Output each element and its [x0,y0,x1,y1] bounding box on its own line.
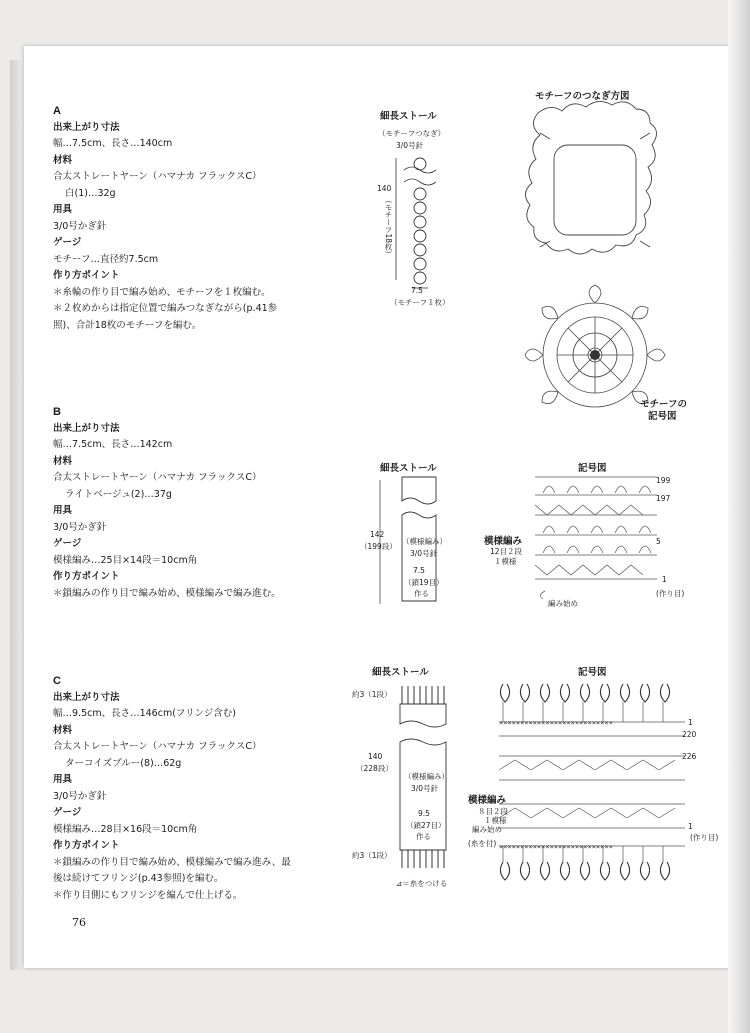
diagram-b-length: 142 [370,530,385,539]
diagram-c-width-note: （鎖27目） [406,821,446,830]
tool: 3/0号かぎ針 [53,220,107,232]
diagram-a-note: （モチーフつなぎ） [378,129,446,138]
gauge: 模様編み…25目×14段＝10cm角 [53,554,198,566]
diagram-a-title: 細長ストール [380,111,437,122]
chart-c-row-220: 220 [682,730,697,739]
point: ＊作り目側にもフリンジを編んで仕上げる。 [53,889,243,901]
chart-c-row-1: 1 [688,822,693,831]
diagram-c-width: 9.5 [418,809,430,818]
gauge-heading: ゲージ [53,807,82,818]
material-heading: 材料 [53,724,73,736]
symbol-chart-b [535,475,660,600]
chart-b-row-top2: 197 [656,494,671,503]
chart-b-repeat-unit: １模様 [494,557,517,566]
diagram-b-title: 細長ストール [380,463,437,474]
diagram-b-width-note: （鎖19目） [404,578,444,587]
diagram-b-inner2: 3/0号針 [410,549,438,558]
chart-b-foundation: (作り目) [656,589,685,598]
chart-c-row-1-top: 1 [688,718,693,727]
chart-c-repeat: ８目２段 [478,807,508,816]
diagram-c-inner1: （模様編み） [404,772,449,781]
section-letter: C [53,675,61,687]
chart-b-row-top1: 199 [656,476,671,485]
size-value: 幅…7.5cm、長さ…142cm [53,439,173,450]
tool: 3/0号かぎ針 [53,521,107,533]
yarn-color: ライトベージュ(2)…37g [65,488,172,500]
point: ＊鎖編みの作り目で編み始め、模様編みで編み進み、最後は続けてフリンジ(p.43参照)を編む。 [53,856,291,884]
chart-b-row-1: 1 [662,575,667,584]
svg-text:×××××××××××××××××××××××××××: ××××××××××××××××××××××××××× [499,719,613,727]
legend-text: ＝糸をつける [402,879,448,888]
diagram-b-start: 作る [414,589,429,598]
chart-b-row-5: 5 [656,537,661,546]
page-number: 76 [72,916,86,929]
chart-c-pattern-label: 模様編み [468,795,507,806]
points-heading: 作り方ポイント [53,840,120,851]
yarn: 合太ストレートヤーン（ハマナカ フラックスC） [53,171,262,182]
section-letter: B [53,406,61,418]
chart-c-row-226: 226 [682,752,697,761]
diagram-c-rows: （228段） [356,764,393,773]
diagram-c-inner2: 3/0号針 [411,784,439,793]
point: ＊糸輪の作り目で編み始め、モチーフを１枚編む。 [53,286,271,298]
attach-yarn-icon: ⊿ [396,879,403,888]
chart-c-begin: 編み始め [472,825,502,834]
size-heading: 出来上がり寸法 [53,121,120,133]
chart-b-pattern-label: 模様編み [484,536,523,547]
diagram-c-fringe-bottom: 約3（1段） [352,851,392,860]
diagram-a-width-note: （モチーフ１枚） [390,298,450,307]
section-c [53,673,293,904]
diagram-a-needle: 3/0号針 [396,141,424,150]
diagram-a-length: 140 [377,184,392,193]
yarn-color: ターコイズブルー(8)…62g [65,757,182,769]
diagram-b-width: 7.5 [413,566,425,575]
tool-heading: 用具 [53,204,73,215]
diagram-c-length: 140 [368,752,383,761]
diagram-b-rows: （199段） [360,542,397,551]
chart-c-tail: (糸を付) [468,839,497,848]
point: ＊鎖編みの作り目で編み始め、模様編みで編み進む。 [53,587,281,599]
chart-c-foundation: (作り目) [690,833,719,842]
yarn-color: 白(1)…32g [65,187,116,199]
motif-chart-title-2: 記号図 [648,411,677,422]
gauge: 模様編み…28目×16段＝10cm角 [53,823,198,835]
chart-b-title: 記号図 [578,463,607,474]
page-curl-edge [728,0,750,1033]
chart-b-repeat: 12目２段 [490,547,523,556]
yarn: 合太ストレートヤーン（ハマナカ フラックスC） [53,472,262,483]
section-letter: A [53,105,61,117]
join-diagram-title: モチーフのつなぎ方図 [535,91,630,102]
section-a [53,103,293,334]
diagram-b-inner1: （模様編み） [402,537,447,546]
points-heading: 作り方ポイント [53,270,120,281]
diagram-c-legend [396,878,447,889]
gauge: モチーフ…直径約7.5cm [53,253,159,265]
chart-c-repeat-unit: １模様 [484,816,507,825]
gauge-heading: ゲージ [53,237,82,248]
yarn: 合太ストレートヤーン（ハマナカ フラックスC） [53,741,262,752]
tool: 3/0号かぎ針 [53,790,107,802]
chart-c-title: 記号図 [578,667,607,678]
points-heading: 作り方ポイント [53,571,120,582]
diagram-a-count: （モチーフ18枚） [384,196,393,259]
motif-chart-title-1: モチーフの [640,399,688,410]
size-heading: 出来上がり寸法 [53,422,120,434]
motif-symbol-chart [520,285,670,405]
size-value: 幅…9.5cm、長さ…146cm(フリンジ含む) [53,708,236,719]
diagram-a-width: 7.5 [411,286,423,295]
section-b [53,404,293,602]
chart-b-begin: 編み始め [548,599,578,608]
size-heading: 出来上がり寸法 [53,691,120,703]
point: ＊２枚めからは指定位置で編みつなぎながら(p.41参照)、合計18枚のモチーフを編む。 [53,303,278,331]
material-heading: 材料 [53,154,73,166]
motif-join-diagram [520,105,670,275]
symbol-chart-c [495,680,695,885]
gauge-heading: ゲージ [53,538,82,549]
tool-heading: 用具 [53,505,73,516]
material-heading: 材料 [53,455,73,467]
size-value: 幅…7.5cm、長さ…140cm [53,138,173,149]
svg-text:×××××××××××××××××××××××××××: ××××××××××××××××××××××××××× [499,843,613,851]
diagram-c-start: 作る [416,832,431,841]
diagram-c-fringe-top: 約3（1段） [352,690,392,699]
stole-a-schematic [390,150,450,290]
tool-heading: 用具 [53,774,73,785]
diagram-c-title: 細長ストール [372,667,429,678]
